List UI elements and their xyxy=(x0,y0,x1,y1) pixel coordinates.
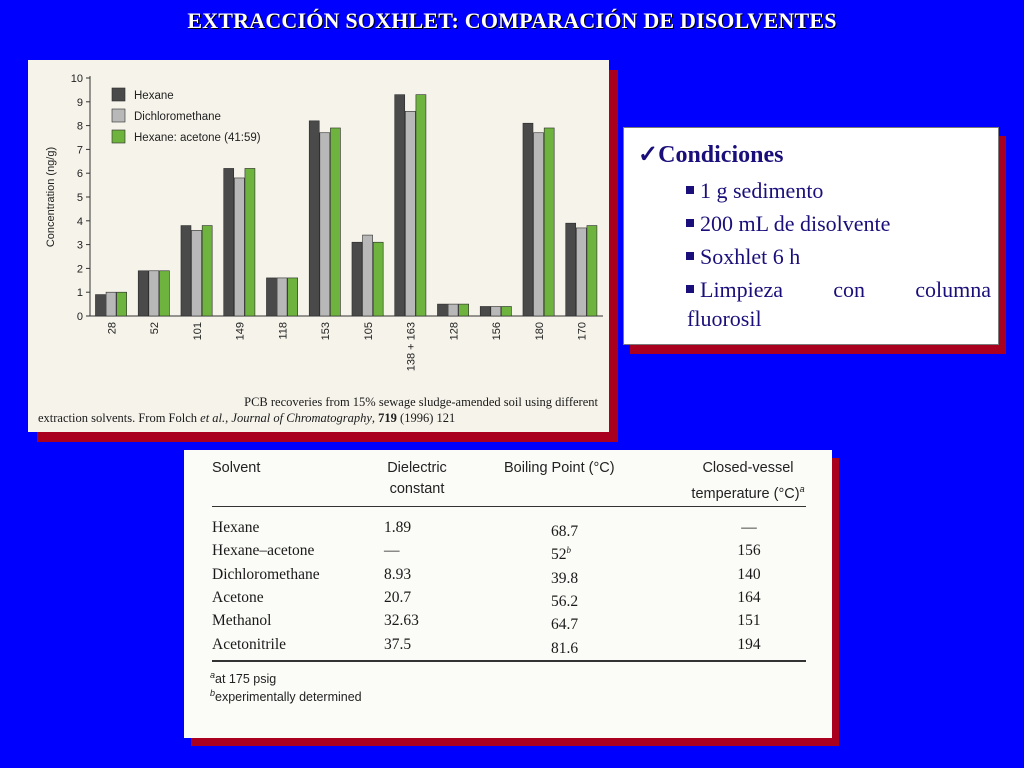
y-tick-label: 1 xyxy=(76,287,83,300)
caption-line-1: PCB recoveries from 15% sewage sludge-amended soil using different xyxy=(244,395,598,409)
x-tick-label: 180 xyxy=(533,322,546,341)
footnote-a: $^a$at 175 psig xyxy=(210,670,277,687)
bar xyxy=(491,306,501,316)
bar xyxy=(149,271,159,316)
bar xyxy=(523,123,533,316)
bar xyxy=(448,304,458,316)
bar xyxy=(181,226,191,316)
slide-title: EXTRACCIÓN SOXHLET: COMPARACIÓN DE DISOLVENTES xyxy=(187,8,837,33)
bar xyxy=(566,223,576,316)
x-tick-label: 153 xyxy=(320,322,333,341)
bar xyxy=(416,95,426,316)
header-dielectric: Dielectric constant xyxy=(387,460,447,497)
condition-item-continuation: fluorosil xyxy=(687,306,762,331)
footnote-b: $^b$experimentally determined xyxy=(210,688,362,705)
y-tick-label: 9 xyxy=(76,96,83,109)
cell-boiling-point: 64.7 xyxy=(551,616,579,634)
bar xyxy=(159,271,169,316)
square-bullet-icon xyxy=(686,252,694,260)
conditions-list xyxy=(686,174,991,306)
condition-item: 1 g sedimento xyxy=(686,174,991,207)
bar xyxy=(330,128,340,316)
y-tick-label: 10 xyxy=(70,73,83,85)
bar xyxy=(534,133,544,316)
cell-dielectric: 37.5 xyxy=(384,635,412,653)
bar xyxy=(373,242,383,316)
legend-swatch xyxy=(112,88,125,101)
header-closed-vessel: Closed-vessel temperature $(^\circ C)^a$ xyxy=(691,460,805,502)
cell-boiling-point: 68.7 xyxy=(551,523,579,541)
legend-swatch xyxy=(112,109,125,122)
x-tick-label: 52 xyxy=(149,322,162,335)
x-tick-label: 128 xyxy=(448,322,461,341)
table-header-rule xyxy=(212,506,806,507)
bar xyxy=(501,306,511,316)
bar xyxy=(266,278,276,316)
y-axis-label: Concentration (ng/g) xyxy=(45,146,57,248)
square-bullet-icon xyxy=(686,186,694,194)
y-tick-label: 4 xyxy=(76,215,83,228)
chart-caption xyxy=(38,394,598,426)
condition-item: Limpieza con columna xyxy=(686,273,991,306)
bar xyxy=(405,111,415,316)
cell-closed-vessel: 194 xyxy=(737,635,761,653)
y-tick-label: 0 xyxy=(76,311,83,323)
y-tick-label: 8 xyxy=(76,120,83,133)
x-tick-label: 118 xyxy=(277,322,290,340)
cell-closed-vessel: 140 xyxy=(737,565,761,583)
square-bullet-icon xyxy=(686,285,694,293)
cell-dielectric: 8.93 xyxy=(384,565,412,583)
y-tick-label: 2 xyxy=(76,263,83,276)
bar xyxy=(95,295,105,316)
header-boiling-point: Boiling Point (°C) xyxy=(504,460,615,476)
x-tick-label: 28 xyxy=(106,322,119,335)
x-tick-label: 105 xyxy=(362,322,375,341)
bar xyxy=(437,304,447,316)
x-tick-label: 138 + 163 xyxy=(405,322,418,372)
y-tick-label: 3 xyxy=(76,239,83,252)
bar xyxy=(202,226,212,316)
bar xyxy=(288,278,298,316)
y-tick-label: 7 xyxy=(76,144,83,157)
bar xyxy=(138,271,148,316)
bar xyxy=(245,168,255,316)
cell-dielectric: 20.7 xyxy=(384,588,412,606)
cell-solvent: Hexane xyxy=(212,519,260,536)
y-tick-label: 5 xyxy=(76,192,83,204)
legend-swatch xyxy=(112,130,125,143)
legend-entry: Hexane: acetone (41:59) xyxy=(134,132,261,144)
bar xyxy=(576,228,586,316)
bar xyxy=(459,304,469,316)
header-solvent: Solvent xyxy=(212,460,261,476)
cell-solvent: Acetone xyxy=(212,588,264,606)
legend-entry: Hexane xyxy=(134,90,174,102)
cell-boiling-point: 56.2 xyxy=(551,593,579,611)
condition-item: 200 mL de disolvente xyxy=(686,207,991,240)
bar xyxy=(363,235,373,316)
bar xyxy=(587,226,597,316)
bar xyxy=(224,168,234,316)
table-bottom-rule xyxy=(212,660,806,662)
bar xyxy=(395,95,405,316)
legend-entry: Dichloromethane xyxy=(134,111,221,123)
conditions-heading: ✓Condiciones xyxy=(638,142,784,168)
conditions-panel xyxy=(623,127,999,345)
cell-dielectric: — xyxy=(384,542,400,560)
solvent-table xyxy=(184,450,832,738)
condition-item: Soxhlet 6 h xyxy=(686,240,991,273)
cell-dielectric: 1.89 xyxy=(384,519,412,536)
cell-closed-vessel: 164 xyxy=(737,588,761,606)
cell-closed-vessel: 156 xyxy=(737,542,761,560)
bar xyxy=(480,306,490,316)
x-tick-label: 149 xyxy=(234,322,247,341)
cell-boiling-point: 81.6 xyxy=(551,639,579,657)
bar xyxy=(234,178,244,316)
x-tick-label: 101 xyxy=(191,322,204,341)
cell-solvent: Acetonitrile xyxy=(212,635,287,653)
bar xyxy=(192,230,202,316)
cell-closed-vessel: 151 xyxy=(737,612,761,630)
bar xyxy=(277,278,287,316)
bar xyxy=(117,292,127,316)
bar xyxy=(352,242,362,316)
bar xyxy=(309,121,319,316)
cell-solvent: Hexane–acetone xyxy=(212,542,315,560)
y-tick-label: 6 xyxy=(76,168,83,181)
square-bullet-icon xyxy=(686,219,694,227)
caption-line-2: extraction solvents. From Folch et al., Journal of Chromatography, 719 (1996) 121 xyxy=(38,411,456,425)
bar-chart xyxy=(28,60,609,390)
cell-dielectric: 32.63 xyxy=(384,612,419,630)
cell-boiling-point: 39.8 xyxy=(551,569,579,587)
chart-panel xyxy=(28,60,609,432)
check-icon: ✓ xyxy=(638,142,659,168)
cell-boiling-point: 52$^b$ xyxy=(551,545,571,564)
cell-solvent: Methanol xyxy=(212,612,272,630)
cell-solvent: Dichloromethane xyxy=(212,565,320,583)
x-tick-label: 170 xyxy=(576,322,589,341)
bar xyxy=(544,128,554,316)
x-tick-label: 156 xyxy=(491,322,504,341)
cell-closed-vessel: — xyxy=(741,519,757,536)
bar xyxy=(320,133,330,316)
bar xyxy=(106,292,116,316)
